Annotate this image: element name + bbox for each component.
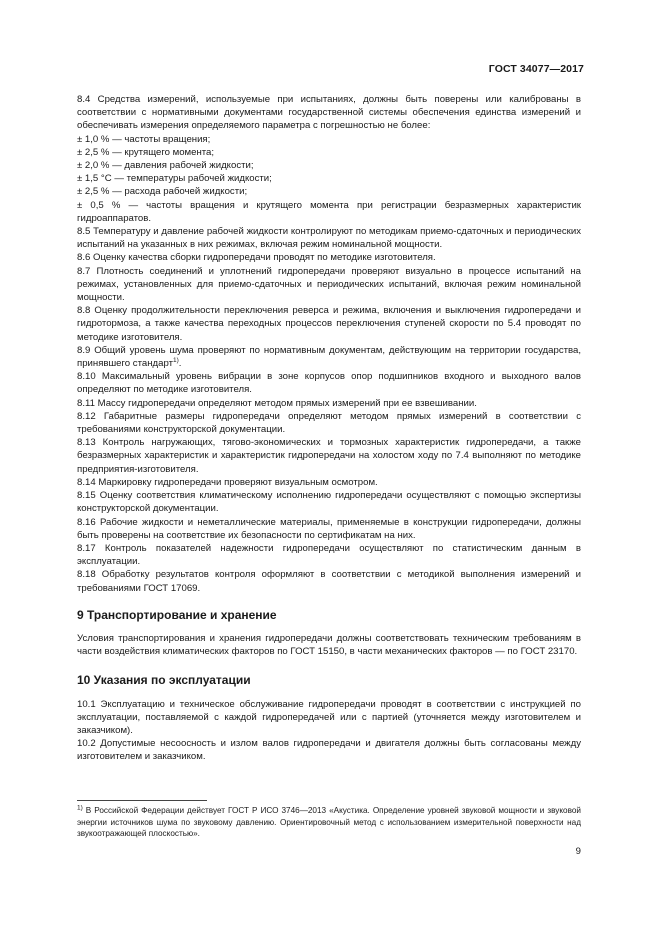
paragraph-8-5: 8.5 Температуру и давление рабочей жидкости контролируют по методикам приемо-сдаточных и периодических испытаний на указанных в них режимах, включая режим номинальной мощности. (77, 226, 581, 251)
paragraph-8-9 (77, 344, 581, 370)
paragraph-8-7: 8.7 Плотность соединений и уплотнений гидропередачи проверяют визуально в процессе испытаний на режимах, установленных для приемо-сдаточных и периодических испытаний, включая режим номинальной мощности. (77, 265, 581, 304)
paragraph-8-14: 8.14 Маркировку гидропередачи проверяют визуальным осмотром. (77, 476, 378, 488)
footnote-text: В Российской Федерации действует ГОСТ Р ИСО 3746—2013 «Акустика. Определение уровней звуковой мощности и звуковой энергии источников шума по звуковому давлению. Ориентировочный метод с использованием измерительной поверхности над звукоотражающей плоскостью». (77, 806, 581, 838)
footnote-mark: 1) (77, 804, 83, 812)
section-9-heading: 9 Транспортирование и хранение (77, 607, 277, 622)
section-10-heading: 10 Указания по эксплуатации (77, 673, 251, 688)
paragraph-8-9-text: 8.9 Общий уровень шума проверяют по нормативным документам, действующим на территории государства, принявшего стандарт (77, 344, 581, 370)
document-body (77, 93, 581, 764)
paragraph-8-6: 8.6 Оценку качества сборки гидропередачи проводят по методике изготовителя. (77, 252, 436, 264)
paragraph-8-8: 8.8 Оценку продолжительности переключения реверса и режима, включения и выключения гидропередачи и гидротормоза, а также качества переходных процессов переключения ступеней скорости по 5.4 проводят по методике изготовителя. (77, 305, 581, 343)
page-number: 9 (575, 846, 581, 857)
footnote (77, 805, 581, 840)
tolerance-item: ± 2,5 % — крутящего момента; (77, 146, 215, 158)
paragraph-8-9-end: . (178, 358, 182, 370)
tolerance-item: ± 2,5 % — расхода рабочей жидкости; (77, 186, 248, 198)
paragraph-8-4: 8.4 Средства измерений, используемые при испытаниях, должны быть поверены или калиброваны в соответствии с нормативными документами государственной системы обеспечения единства измерений и обеспечивать измерения определяемого параметра с погрешностью не более: (77, 94, 581, 132)
paragraph-8-13: 8.13 Контроль нагружающих, тягово-экономических и тормозных характеристик гидропередачи, а также безразмерных характеристик и характеристик гидропередачи на холостом ходу по 7.4 выполняют по методике предприятия-изготовителя. (77, 437, 581, 475)
paragraph-10-2: 10.2 Допустимые несоосность и излом валов гидропередачи и двигателя должны быть согласованы между изготовителем и заказчиком. (77, 738, 581, 763)
paragraph-8-15: 8.15 Оценку соответствия климатическому исполнению гидропередачи осуществляют с помощью экспертизы конструкторской документации. (77, 490, 581, 515)
paragraph-10-1: 10.1 Эксплуатацию и техническое обслуживание гидропередачи проводят в соответствии с инструкцией по эксплуатации, поставляемой с каждой гидропередачей или с партией (уточняется между изготовителем и заказчиком). (77, 698, 581, 736)
tolerance-item: ± 2,0 % — давления рабочей жидкости; (77, 160, 254, 172)
document-header-id: ГОСТ 34077—2017 (488, 63, 584, 75)
paragraph-8-16: 8.16 Рабочие жидкости и неметаллические материалы, применяемые в конструкции гидропередачи, должны быть проверены на соответствие их безопасности по сертификатам на них. (77, 516, 581, 541)
tolerance-item: ± 1,0 % — частоты вращения; (77, 133, 211, 145)
paragraph-8-11: 8.11 Массу гидропередачи определяют методом прямых измерений при ее взвешивании. (77, 397, 477, 409)
section-9-text: Условия транспортирования и хранения гидропередачи должны соответствовать техническим требованиям в части воздействия климатических факторов по ГОСТ 15150, в части механических факторов — по ГОСТ 23170. (77, 632, 581, 658)
paragraph-8-17: 8.17 Контроль показателей надежности гидропередачи осуществляют по статистическим данным в эксплуатации. (77, 542, 581, 568)
footnote-ref: 1) (172, 356, 179, 364)
paragraph-8-12: 8.12 Габаритные размеры гидропередачи определяют методом прямых измерений в соответствии с требованиями конструкторской документации. (77, 410, 581, 436)
tolerance-item: ± 1,5 °С — температуры рабочей жидкости; (77, 173, 272, 185)
footnote-separator (77, 800, 207, 801)
paragraph-8-10: 8.10 Максимальный уровень вибрации в зоне корпусов опор подшипников входного и выходного валов определяют по методике изготовителя. (77, 371, 581, 396)
tolerance-list (77, 133, 581, 225)
tolerance-item: ± 0,5 % — частоты вращения и крутящего момента при регистрации безразмерных характеристик гидроаппаратов. (77, 199, 581, 224)
paragraph-8-18: 8.18 Обработку результатов контроля оформляют в соответствии с методикой выполнения измерений и требованиями ГОСТ 17069. (77, 569, 581, 594)
